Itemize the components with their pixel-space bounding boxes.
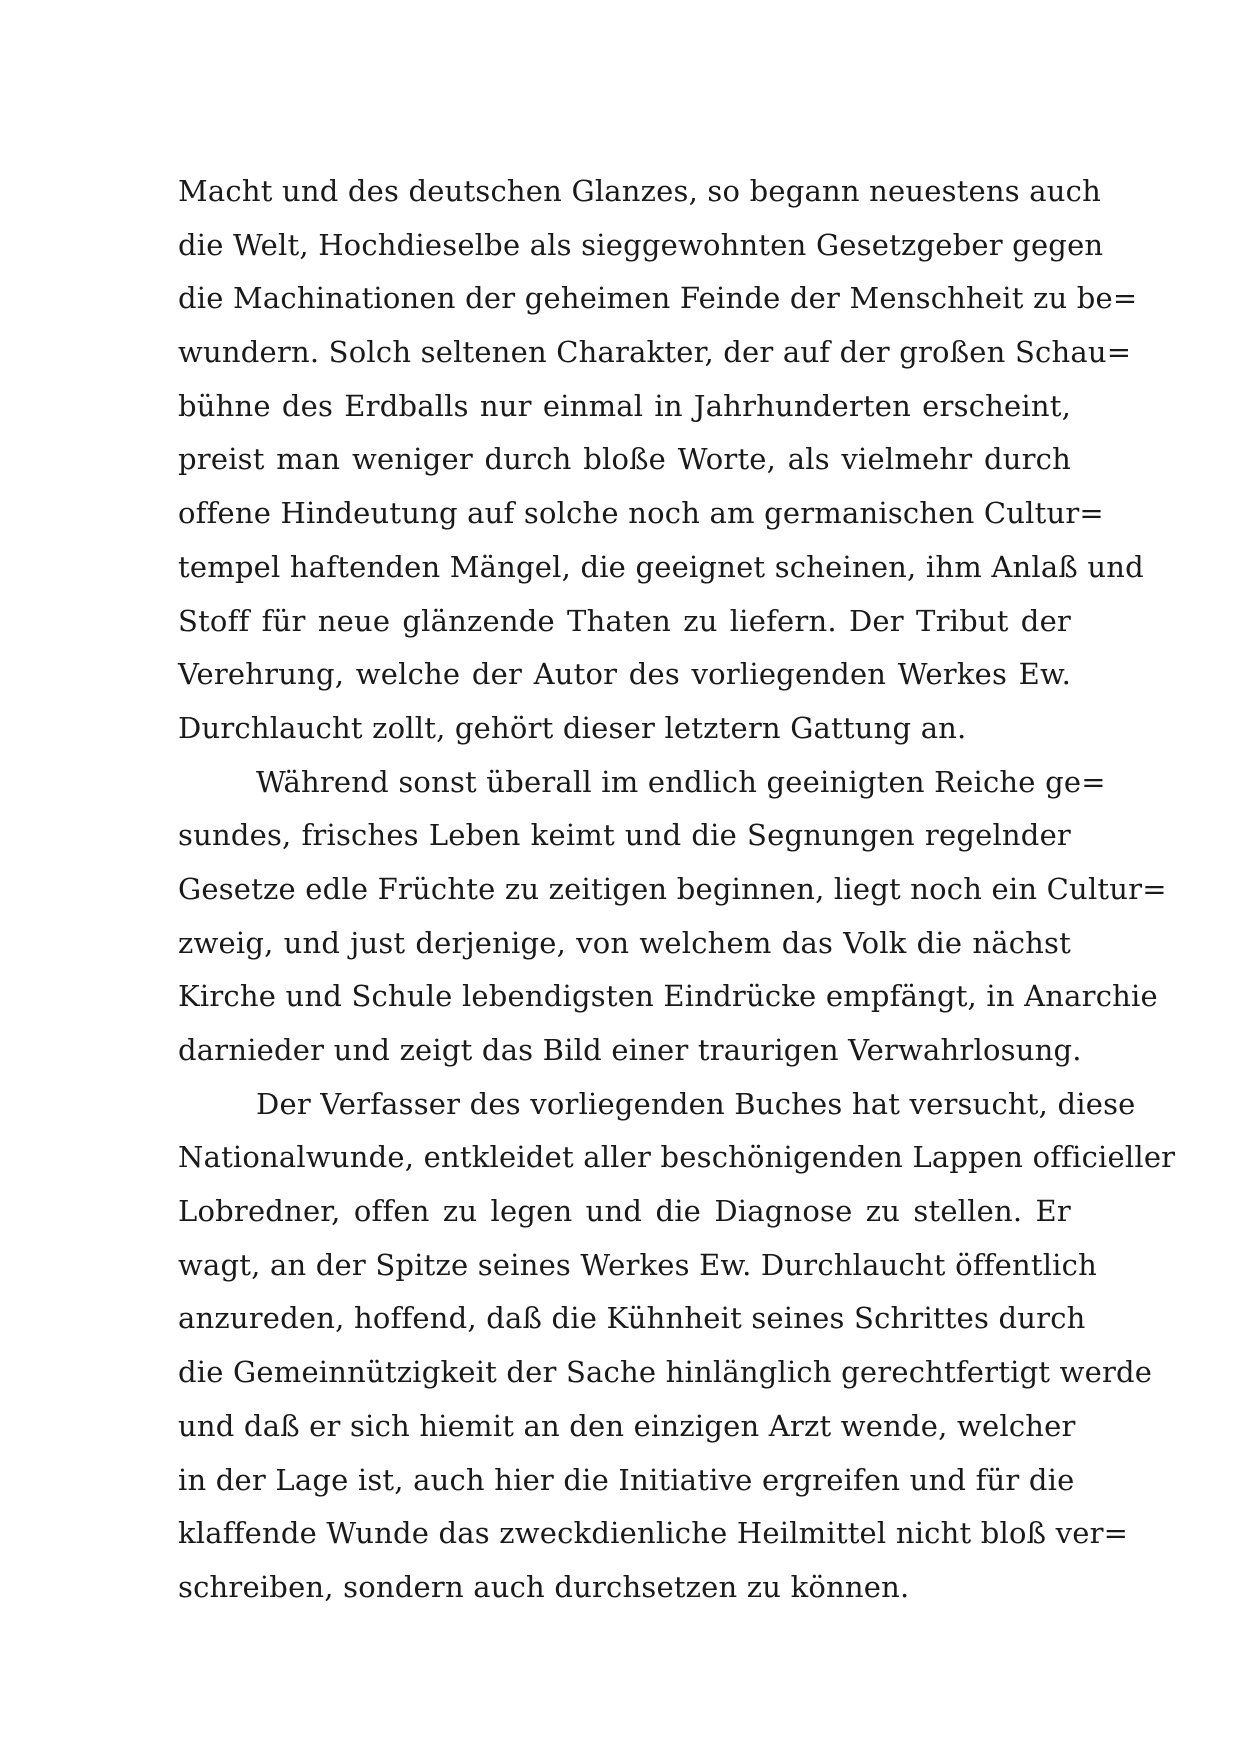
text-line: und daß er sich hiemit an den einzigen Arzt wende, welcher bbox=[178, 1408, 1076, 1443]
body-text bbox=[178, 165, 1176, 1615]
text-line: bühne des Erdballs nur einmal in Jahrhunderten erscheint, bbox=[178, 388, 1071, 423]
text-line: Stoff für neue glänzende Thaten zu liefern. Der Tribut der bbox=[178, 603, 1071, 638]
paragraph-1 bbox=[178, 165, 1144, 756]
paragraph-3 bbox=[178, 1078, 1176, 1615]
text-line: klaffende Wunde das zweckdienliche Heilmittel nicht bloß ver= bbox=[178, 1516, 1129, 1551]
text-line: Macht und des deutschen Glanzes, so begann neuestens auch bbox=[178, 174, 1101, 208]
text-line: Der Verfasser des vorliegenden Buches hat versucht, diese bbox=[256, 1086, 1136, 1121]
text-line: zweig, und just derjenige, von welchem das Volk die nächst bbox=[178, 925, 1071, 960]
text-line: die Machinationen der geheimen Feinde der Menschheit zu be= bbox=[178, 281, 1138, 316]
text-line: wagt, an der Spitze seines Werkes Ew. Durchlaucht öffentlich bbox=[178, 1247, 1097, 1282]
text-line: offene Hindeutung auf solche noch am germanischen Cultur= bbox=[178, 496, 1104, 531]
text-line: die Gemeinnützigkeit der Sache hinlänglich gerechtfertigt werde bbox=[178, 1355, 1153, 1390]
text-line: Verehrung, welche der Autor des vorliegenden Werkes Ew. bbox=[178, 657, 1071, 692]
text-line: Kirche und Schule lebendigsten Eindrücke empfängt, in Anarchie bbox=[178, 979, 1158, 1014]
text-line: preist man weniger durch bloße Worte, als vielmehr durch bbox=[178, 442, 1071, 477]
paragraph-2 bbox=[178, 756, 1167, 1078]
text-line: Gesetze edle Früchte zu zeitigen beginnen, liegt noch ein Cultur= bbox=[178, 871, 1167, 906]
text-line: Lobredner, offen zu legen und die Diagnose zu stellen. Er bbox=[178, 1194, 1071, 1229]
text-line: anzureden, hoffend, daß die Kühnheit seines Schrittes durch bbox=[178, 1301, 1086, 1336]
text-line: in der Lage ist, auch hier die Initiative ergreifen und für die bbox=[178, 1462, 1075, 1497]
text-line: schreiben, sondern auch durchsetzen zu können. bbox=[178, 1569, 910, 1604]
text-line: wundern. Solch seltenen Charakter, der auf der großen Schau= bbox=[178, 335, 1132, 370]
text-line: sundes, frisches Leben keimt und die Segnungen regelnder bbox=[178, 818, 1071, 853]
text-line: Nationalwunde, entkleidet aller beschönigenden Lappen officieller bbox=[178, 1140, 1176, 1175]
text-line: die Welt, Hochdieselbe als sieggewohnten Gesetzgeber gegen bbox=[178, 227, 1104, 262]
text-line: tempel haftenden Mängel, die geeignet scheinen, ihm Anlaß und bbox=[178, 549, 1144, 584]
text-line: darnieder und zeigt das Bild einer traurigen Verwahrlosung. bbox=[178, 1033, 1082, 1067]
text-line: Durchlaucht zollt, gehört dieser letztern Gattung an. bbox=[178, 710, 967, 745]
text-line: Während sonst überall im endlich geeinigten Reiche ge= bbox=[256, 764, 1106, 799]
